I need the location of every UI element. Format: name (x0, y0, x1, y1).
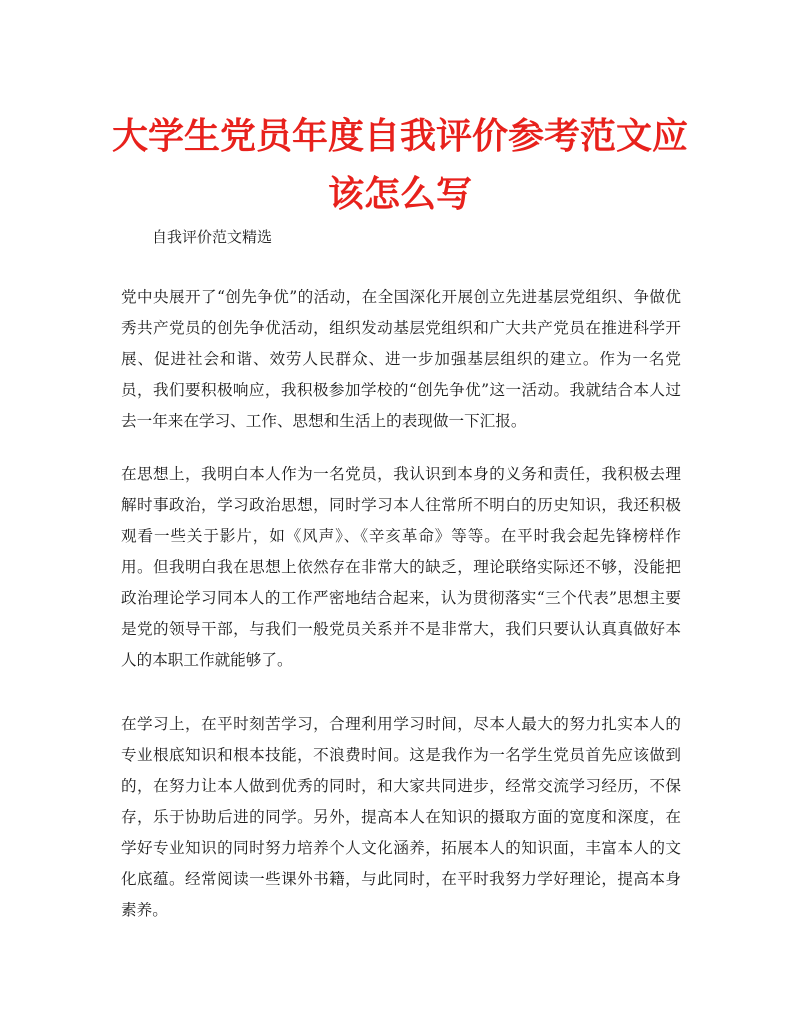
paragraph-study: 在学习上，在平时刻苦学习，合理利用学习时间，尽本人最大的努力扎实本人的专业根底知识和根本技能，不浪费时间。这是我作为一名学生党员首先应该做到的，在努力让本人做到优秀的同时，和大家共同进步，经常交流学习经历，不保存，乐于协助后进的同学。另外，提高本人在知识的摄取方面的宽度和深度，在学好专业知识的同时努力培养个人文化涵养，拓展本人的知识面，丰富本人的文化底蕴。经常阅读一些课外书籍，与此同时，在平时我努力学好理论，提高本身素养。 (121, 715, 681, 919)
document-title: 大学生党员年度自我评价参考范文应该怎么写 (111, 116, 688, 215)
paragraph-intro: 党中央展开了“创先争优”的活动，在全国深化开展创立先进基层党组织、争做优秀共产党员的创先争优活动，组织发动基层党组织和广大共产党员在推进科学开展、促进社会和谐、效劳人民群众、进一步加强基层组织的建立。作为一名党员，我们要积极响应，我积极参加学校的“创先争优”这一活动。我就结合本人过去一年来在学习、工作、思想和生活上的表现做一下汇报。 (121, 288, 681, 430)
document-subtitle: 自我评价范文精选 (152, 228, 273, 246)
paragraph-thought: 在思想上，我明白本人作为一名党员，我认识到本身的义务和责任，我积极去理解时事政治，学习政治思想，同时学习本人往常所不明白的历史知识，我还积极观看一些关于影片，如《风声》、《辛亥革命》等等。在平时我会起先锋榜样作用。但我明白我在思想上依然存在非常大的缺乏，理论联络实际还不够，没能把政治理论学习同本人的工作严密地结合起来，认为贯彻落实“三个代表”思想主要是党的领导干部，与我们一般党员关系并不是非常大，我们只要认认真真做好本人的本职工作就能够了。 (121, 465, 681, 669)
